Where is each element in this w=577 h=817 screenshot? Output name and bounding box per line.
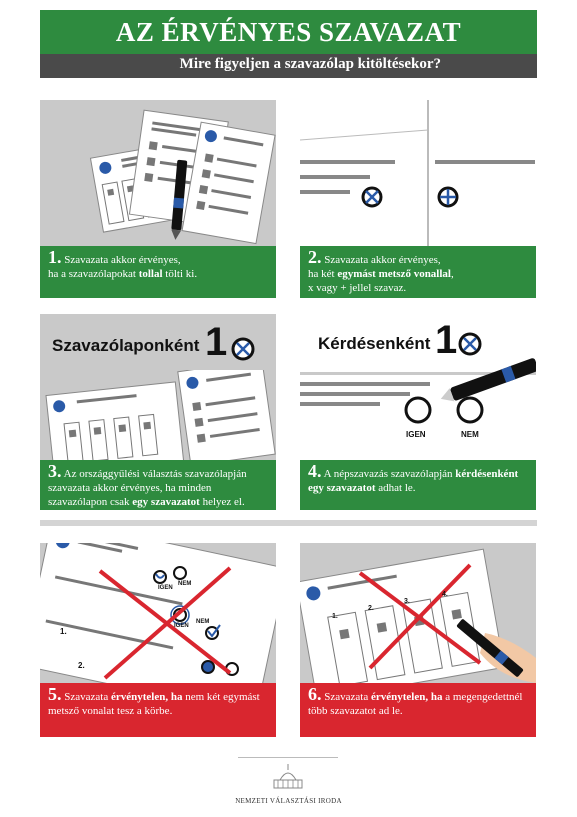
cross-plus-illustration	[300, 100, 536, 246]
no-label-5b: NEM	[196, 619, 210, 625]
yes-label-5b: IGEN	[174, 623, 189, 629]
row-2-label: 2.	[78, 661, 85, 670]
ballots-illustration-3	[40, 370, 276, 460]
big-one-4: 1	[435, 318, 458, 362]
pen-ballots-illustration	[40, 100, 276, 246]
caption-6: 6. Szavazata érvénytelen, ha a megengedettnél több szavazatot ad le.	[300, 683, 536, 737]
panel-3-heading: Szavazólaponként	[52, 336, 200, 355]
caption-2: 2. Szavazata akkor érvényes, ha két egymást metsző vonallal, x vagy + jellel szavaz.	[300, 246, 536, 298]
parliament-logo-icon	[270, 762, 306, 792]
row-1-label: 1.	[60, 627, 67, 636]
yes-label-5a: IGEN	[158, 585, 173, 591]
caption-1: 1. Szavazata akkor érvényes, ha a szavazólapokat tollal tölti ki.	[40, 246, 276, 298]
subtitle-bar	[40, 54, 537, 78]
footer-rule	[238, 757, 338, 758]
col-3-label: 3.	[404, 598, 410, 605]
yes-label-4: IGEN	[406, 430, 426, 439]
section-divider	[40, 520, 537, 526]
no-label-5a: NEM	[178, 581, 192, 587]
col-2-label: 2.	[368, 605, 374, 612]
panel-5	[40, 543, 276, 737]
no-label-4: NEM	[461, 430, 479, 439]
invalid-mark-illustration	[40, 543, 276, 683]
footer-org-name: NEMZETI VÁLASZTÁSI IRODA	[235, 797, 342, 805]
panel-3	[40, 314, 276, 510]
big-one-3: 1	[205, 320, 228, 364]
page-subtitle: Mire figyeljen a szavazólap kitöltésekor?	[179, 56, 441, 72]
caption-4: 4. A népszavazás szavazólapján kérdésenként egy szavazatot adhat le.	[300, 460, 536, 510]
panel-2	[300, 100, 536, 298]
col-1-label: 1.	[332, 613, 338, 620]
col-4-label: 4.	[442, 591, 448, 598]
one-vote-mark-icon	[228, 334, 258, 364]
page-title: AZ ÉRVÉNYES SZAVAZAT	[115, 17, 462, 47]
panel-6	[300, 543, 536, 737]
panel-4-heading: Kérdésenként	[318, 334, 431, 353]
title-bar	[40, 10, 537, 54]
panel-1	[40, 100, 276, 298]
caption-5: 5. Szavazata érvénytelen, ha nem két egymást metsző vonalat tesz a körbe.	[40, 683, 276, 737]
caption-3: 3. Az országgyűlési választás szavazólapján szavazata akkor érvényes, ha minden szavazólapon csak egy szavazatot helyez el.	[40, 460, 276, 510]
panel-4	[300, 314, 536, 510]
